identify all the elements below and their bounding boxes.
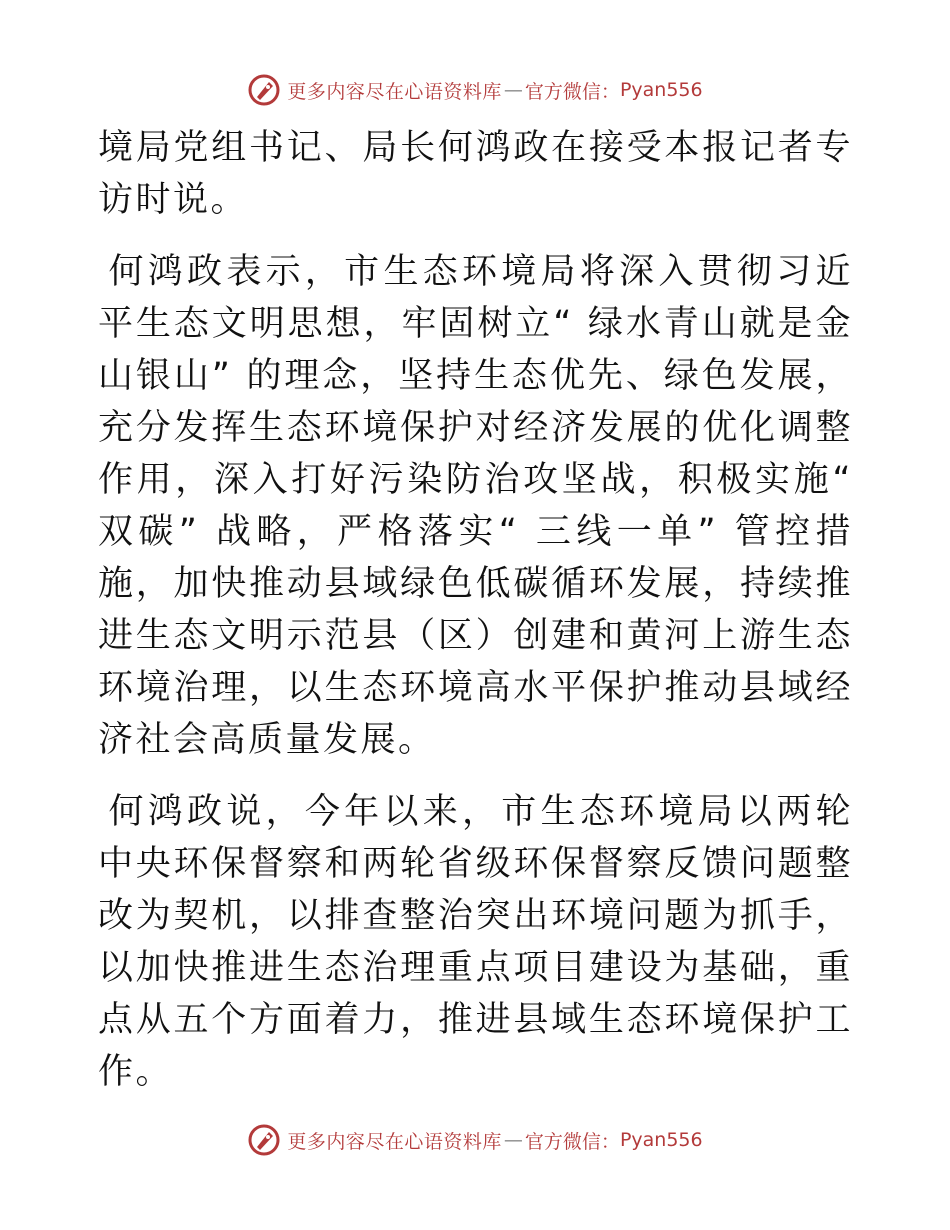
watermark-separator: — — [503, 79, 523, 101]
wechat-id: Pyan556 — [619, 1129, 703, 1151]
paragraph-continuation: 境局党组书记、局长何鸿政在接受本报记者专访时说。 — [98, 128, 853, 220]
footer-watermark — [0, 1120, 950, 1160]
paragraph: 何鸿政表示，市生态环境局将深入贯彻习近平生态文明思想，牢固树立“ 绿水青山就是金山银山” 的理念，坚持生态优先、绿色发展，充分发挥生态环境保护对经济发展的优化调整作用，深入打好污染防治攻坚战，积极实施“ 双碳” 战略，严格落实“ 三线一单” 管控措施，加快推动县域绿色低碳循环发展，持续推进生态文明示范县（区）创建和黄河上游生态环境治理，以生态环境高水平保护推动县域经济社会高质量发展。 — [98, 252, 853, 760]
pen-nib-logo-icon — [247, 1123, 281, 1157]
document-body — [98, 122, 853, 1098]
wechat-id: Pyan556 — [619, 79, 703, 101]
wechat-label: 官方微信： — [524, 80, 620, 103]
header-watermark — [0, 70, 950, 110]
wechat-label: 官方微信： — [524, 1130, 620, 1153]
pen-nib-logo-icon — [247, 73, 281, 107]
watermark-text: 更多内容尽在心语资料库 — [287, 80, 502, 103]
paragraph: 何鸿政说，今年以来，市生态环境局以两轮中央环保督察和两轮省级环保督察反馈问题整改为契机，以排查整治突出环境问题为抓手，以加快推进生态治理重点项目建设为基础，重点从五个方面着力，推进县域生态环境保护工作。 — [98, 792, 853, 1092]
watermark-separator: — — [503, 1129, 523, 1151]
watermark-text: 更多内容尽在心语资料库 — [287, 1130, 502, 1153]
